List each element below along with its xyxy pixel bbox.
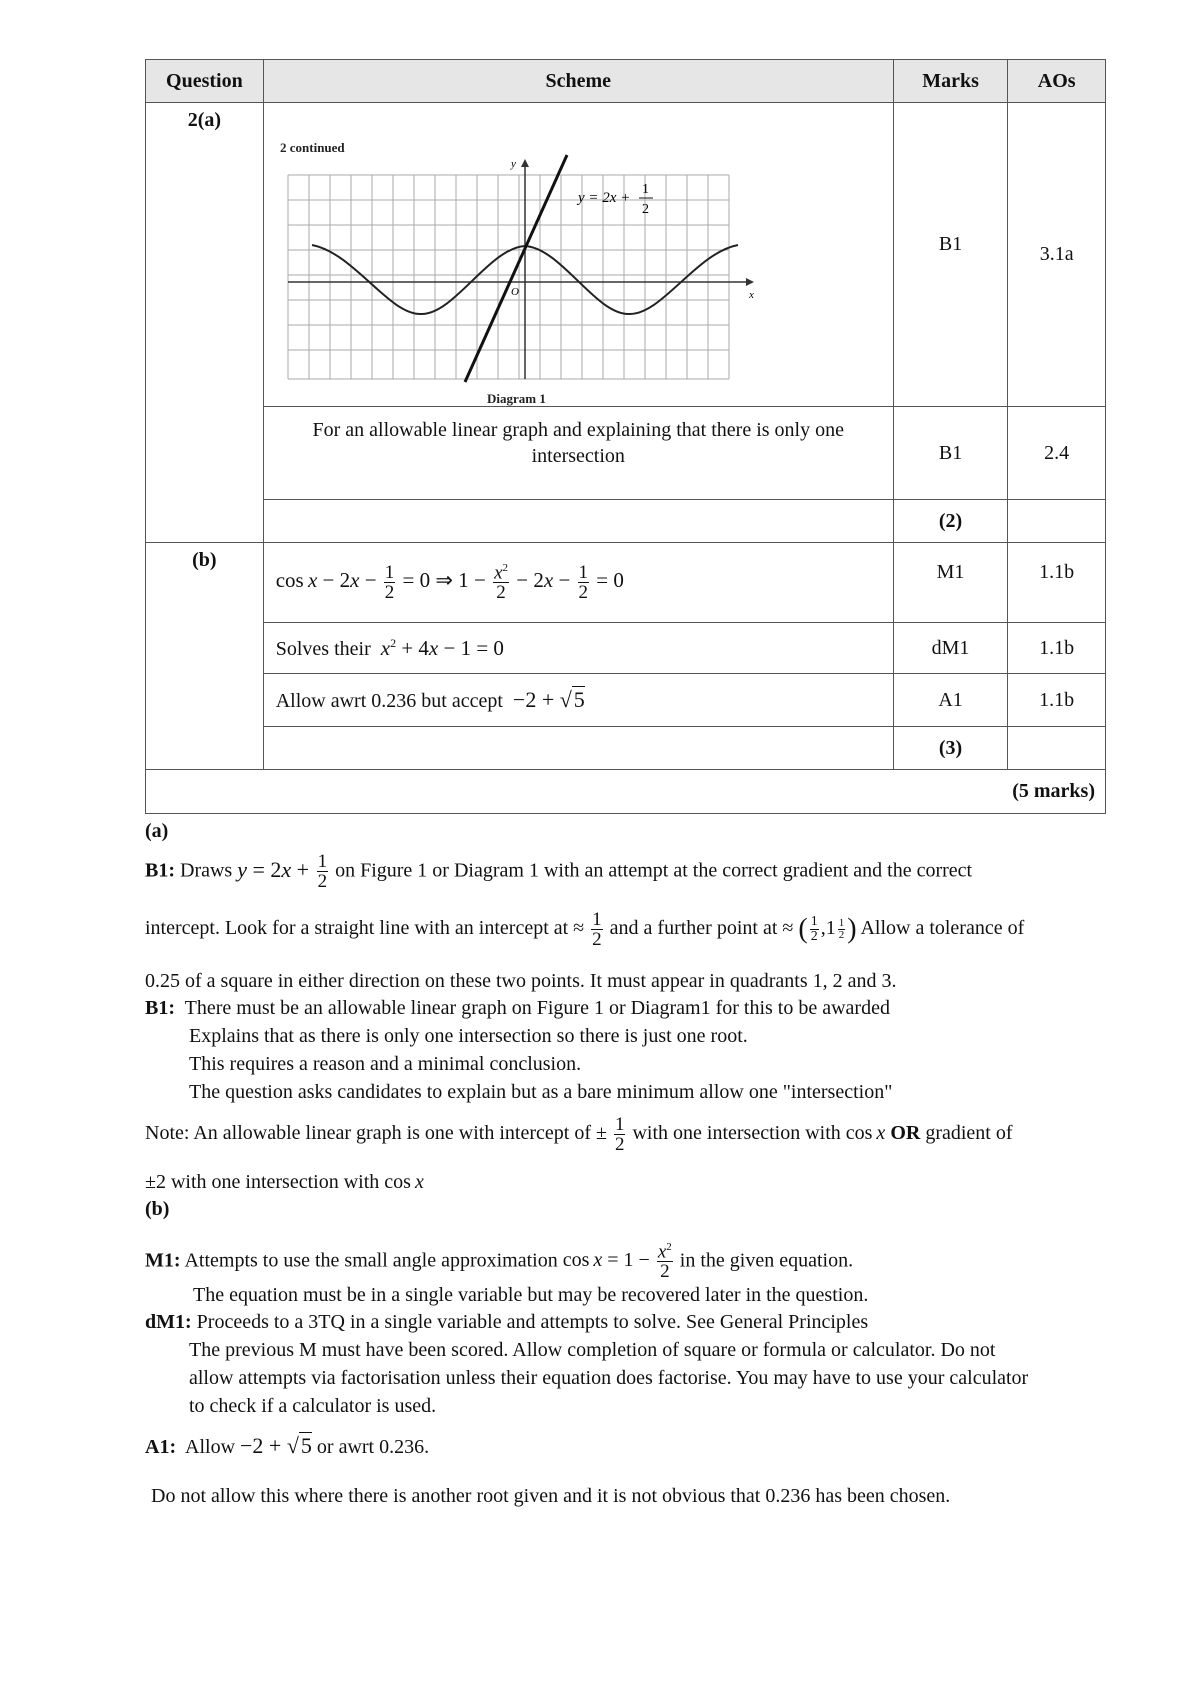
b1b-ao: 2.4 <box>1008 407 1106 500</box>
b1-note-label: B1: <box>145 859 175 882</box>
b1b-scheme-text-content: For an allowable linear graph and explaining that there is only one intersection <box>312 419 844 467</box>
origin-label: O <box>510 286 519 298</box>
total-marks: (5 marks) <box>146 770 1106 814</box>
note-frac-half: $\frac{1}{2}$ <box>614 1114 625 1155</box>
b1-note-line1 <box>145 852 1145 910</box>
table-row <box>146 623 1106 674</box>
table-row <box>146 770 1106 814</box>
m1-mark: M1 <box>893 543 1008 623</box>
b1b-mark: B1 <box>893 407 1008 500</box>
y-axis-arrow-icon <box>521 159 529 167</box>
a1-note-line <box>145 1433 1145 1485</box>
empty-ao-cell <box>1008 500 1106 543</box>
diagram-1-graph <box>264 103 893 406</box>
b1-note-line2 <box>145 910 1145 970</box>
m1-eq: cos x − 2x − $\frac{1}{2}$ = 0 ⇒ 1 − $\frac{x^2}{2}$ − 2x − $\frac{1}{2}$ = 0 <box>275 561 624 604</box>
m1-line2: The equation must be in a single variable but may be recovered later in the question. <box>193 1284 869 1306</box>
frac-half: $\frac{1}{2}$ <box>592 909 602 950</box>
b1b-line4: The question asks candidates to explain but as a bare minimum allow one "intersection" <box>189 1081 893 1103</box>
a1-note-tail: or awrt 0.236. <box>316 1436 430 1458</box>
frac-point-y: $\frac{1}{2}$ <box>838 917 845 941</box>
note-line1 <box>145 1115 1145 1171</box>
dm1-equation: $x^2 + 4x - 1 = 0$ <box>380 635 504 660</box>
note-cosx: cos x <box>845 1122 886 1145</box>
m1-note-text: Attempts to use the small angle approximation <box>184 1249 558 1272</box>
table-row <box>146 674 1106 727</box>
axis-y-label: y <box>510 158 516 170</box>
m1-note-line1 <box>145 1242 1145 1284</box>
b1-further: and a further point at ≈ <box>609 917 794 940</box>
table-header-row <box>146 60 1106 103</box>
part-a-heading: (a) <box>145 820 169 842</box>
m1-scheme-equation <box>263 543 893 623</box>
a1-ao: 1.1b <box>1008 674 1106 727</box>
empty-scheme-cell <box>263 500 893 543</box>
axis-x-label: x <box>748 289 754 301</box>
dm1-line4: to check if a calculator is used. <box>189 1395 437 1417</box>
linear-graph-line <box>465 155 567 382</box>
dm1-mark: dM1 <box>893 623 1008 674</box>
dm1-note-label: dM1: <box>145 1311 192 1333</box>
line-label-den: 2 <box>641 202 649 217</box>
diagram-grid <box>288 175 729 379</box>
table-row <box>146 500 1106 543</box>
note-gradient: gradient of <box>925 1122 1013 1145</box>
dm1-scheme-text <box>263 623 893 674</box>
b1b-note-label: B1: <box>145 997 175 1019</box>
dm1-note-text: Proceeds to a 3TQ in a single variable and attempts to solve. See General Principles <box>196 1311 869 1333</box>
line-label-num: 1 <box>641 182 649 197</box>
table-row <box>146 727 1106 770</box>
m1-note-tail: in the given equation. <box>679 1249 854 1272</box>
empty-ao-cell <box>1008 727 1106 770</box>
diagram-cell <box>263 103 893 407</box>
dm1-text-pre: Solves their <box>275 637 371 660</box>
dm1-line2: The previous M must have been scored. Allow completion of square or formula or calculator. Do not <box>189 1339 996 1361</box>
b1-draws-tail: on Figure 1 or Diagram 1 with an attempt at the correct gradient and the correct <box>335 859 973 882</box>
diagram-caption: Diagram 1 <box>486 391 546 406</box>
point-coord-close: ) <box>847 913 857 945</box>
header-marks: Marks <box>893 60 1008 103</box>
b1b-note-line1 <box>145 997 1145 1025</box>
header-question: Question <box>146 60 264 103</box>
b1-tolerance: Allow a tolerance of <box>860 917 1025 940</box>
point-coord: ( <box>798 913 808 945</box>
subtotal-a: (2) <box>893 500 1008 543</box>
mark-scheme-table <box>145 59 1106 814</box>
dm1-note-line1 <box>145 1311 1145 1339</box>
b1b-line2: Explains that as there is only one intersection so there is just one root. <box>189 1025 748 1047</box>
dm1-line3: allow attempts via factorisation unless their equation does factorise. You may have to use your calculator <box>189 1367 1029 1389</box>
b1b-line3: This requires a reason and a minimal conclusion. <box>189 1053 582 1075</box>
b1-mark: B1 <box>893 103 1008 407</box>
guidance-notes <box>145 820 1145 1508</box>
m1-ao: 1.1b <box>1008 543 1106 623</box>
b1-quadrants: 0.25 of a square in either direction on these two points. It must appear in quadrants 1, 2 and 3. <box>145 970 897 992</box>
note-pre: Note: An allowable linear graph is one with intercept of ± <box>145 1122 607 1145</box>
b1-intercept: intercept. Look for a straight line with an intercept at ≈ <box>145 917 585 940</box>
note-cosx-2: cos x <box>384 1171 424 1193</box>
note-pm2: ±2 with one intersection with <box>145 1171 380 1193</box>
a1-allow: Allow <box>185 1436 236 1458</box>
header-aos: AOs <box>1008 60 1106 103</box>
b1-ao: 3.1a <box>1008 103 1106 407</box>
table-row <box>146 543 1106 623</box>
subtotal-b: (3) <box>893 727 1008 770</box>
diagram-continued-label: 2 continued <box>279 140 345 155</box>
empty-scheme-cell <box>263 727 893 770</box>
a1-text-pre: Allow awrt 0.236 but accept <box>275 690 503 712</box>
question-2b-label: (b) <box>146 543 264 770</box>
dm1-ao: 1.1b <box>1008 623 1106 674</box>
b1b-scheme-text <box>263 407 893 500</box>
a1-scheme-text <box>263 674 893 727</box>
table-row <box>146 103 1106 407</box>
x-axis-arrow-icon <box>746 278 754 286</box>
a1-mark: A1 <box>893 674 1008 727</box>
line-label-lhs: y = 2x + <box>577 190 631 206</box>
a1-note-label: A1: <box>145 1436 177 1458</box>
note-or: OR <box>890 1122 921 1145</box>
b1-equation: y = 2x + $\frac{1}{2}$ <box>237 851 328 892</box>
header-scheme: Scheme <box>263 60 893 103</box>
m1-note-label: M1: <box>145 1249 181 1272</box>
m1-approx-eq: cos x = 1 − $\frac{x^2}{2}$ <box>562 1241 672 1283</box>
b1-draws: Draws <box>180 859 233 882</box>
table-row <box>146 407 1106 500</box>
a1-note-eq: −2 + √5 <box>240 1433 312 1458</box>
note-mid: with one intersection with <box>632 1122 841 1145</box>
part-b-heading: (b) <box>145 1198 170 1220</box>
final-note: Do not allow this where there is another root given and it is not obvious that 0.236 has been chosen. <box>151 1485 951 1507</box>
b1b-line1: There must be an allowable linear graph on Figure 1 or Diagram1 for this to be awarded <box>184 997 890 1019</box>
note-line2 <box>145 1171 1145 1198</box>
frac-point-x: $\frac{1}{2}$ <box>810 914 818 944</box>
question-2a-label: 2(a) <box>146 103 264 543</box>
a1-equation: −2 + √5 <box>512 687 585 712</box>
point-sep: ,1 <box>820 917 836 940</box>
